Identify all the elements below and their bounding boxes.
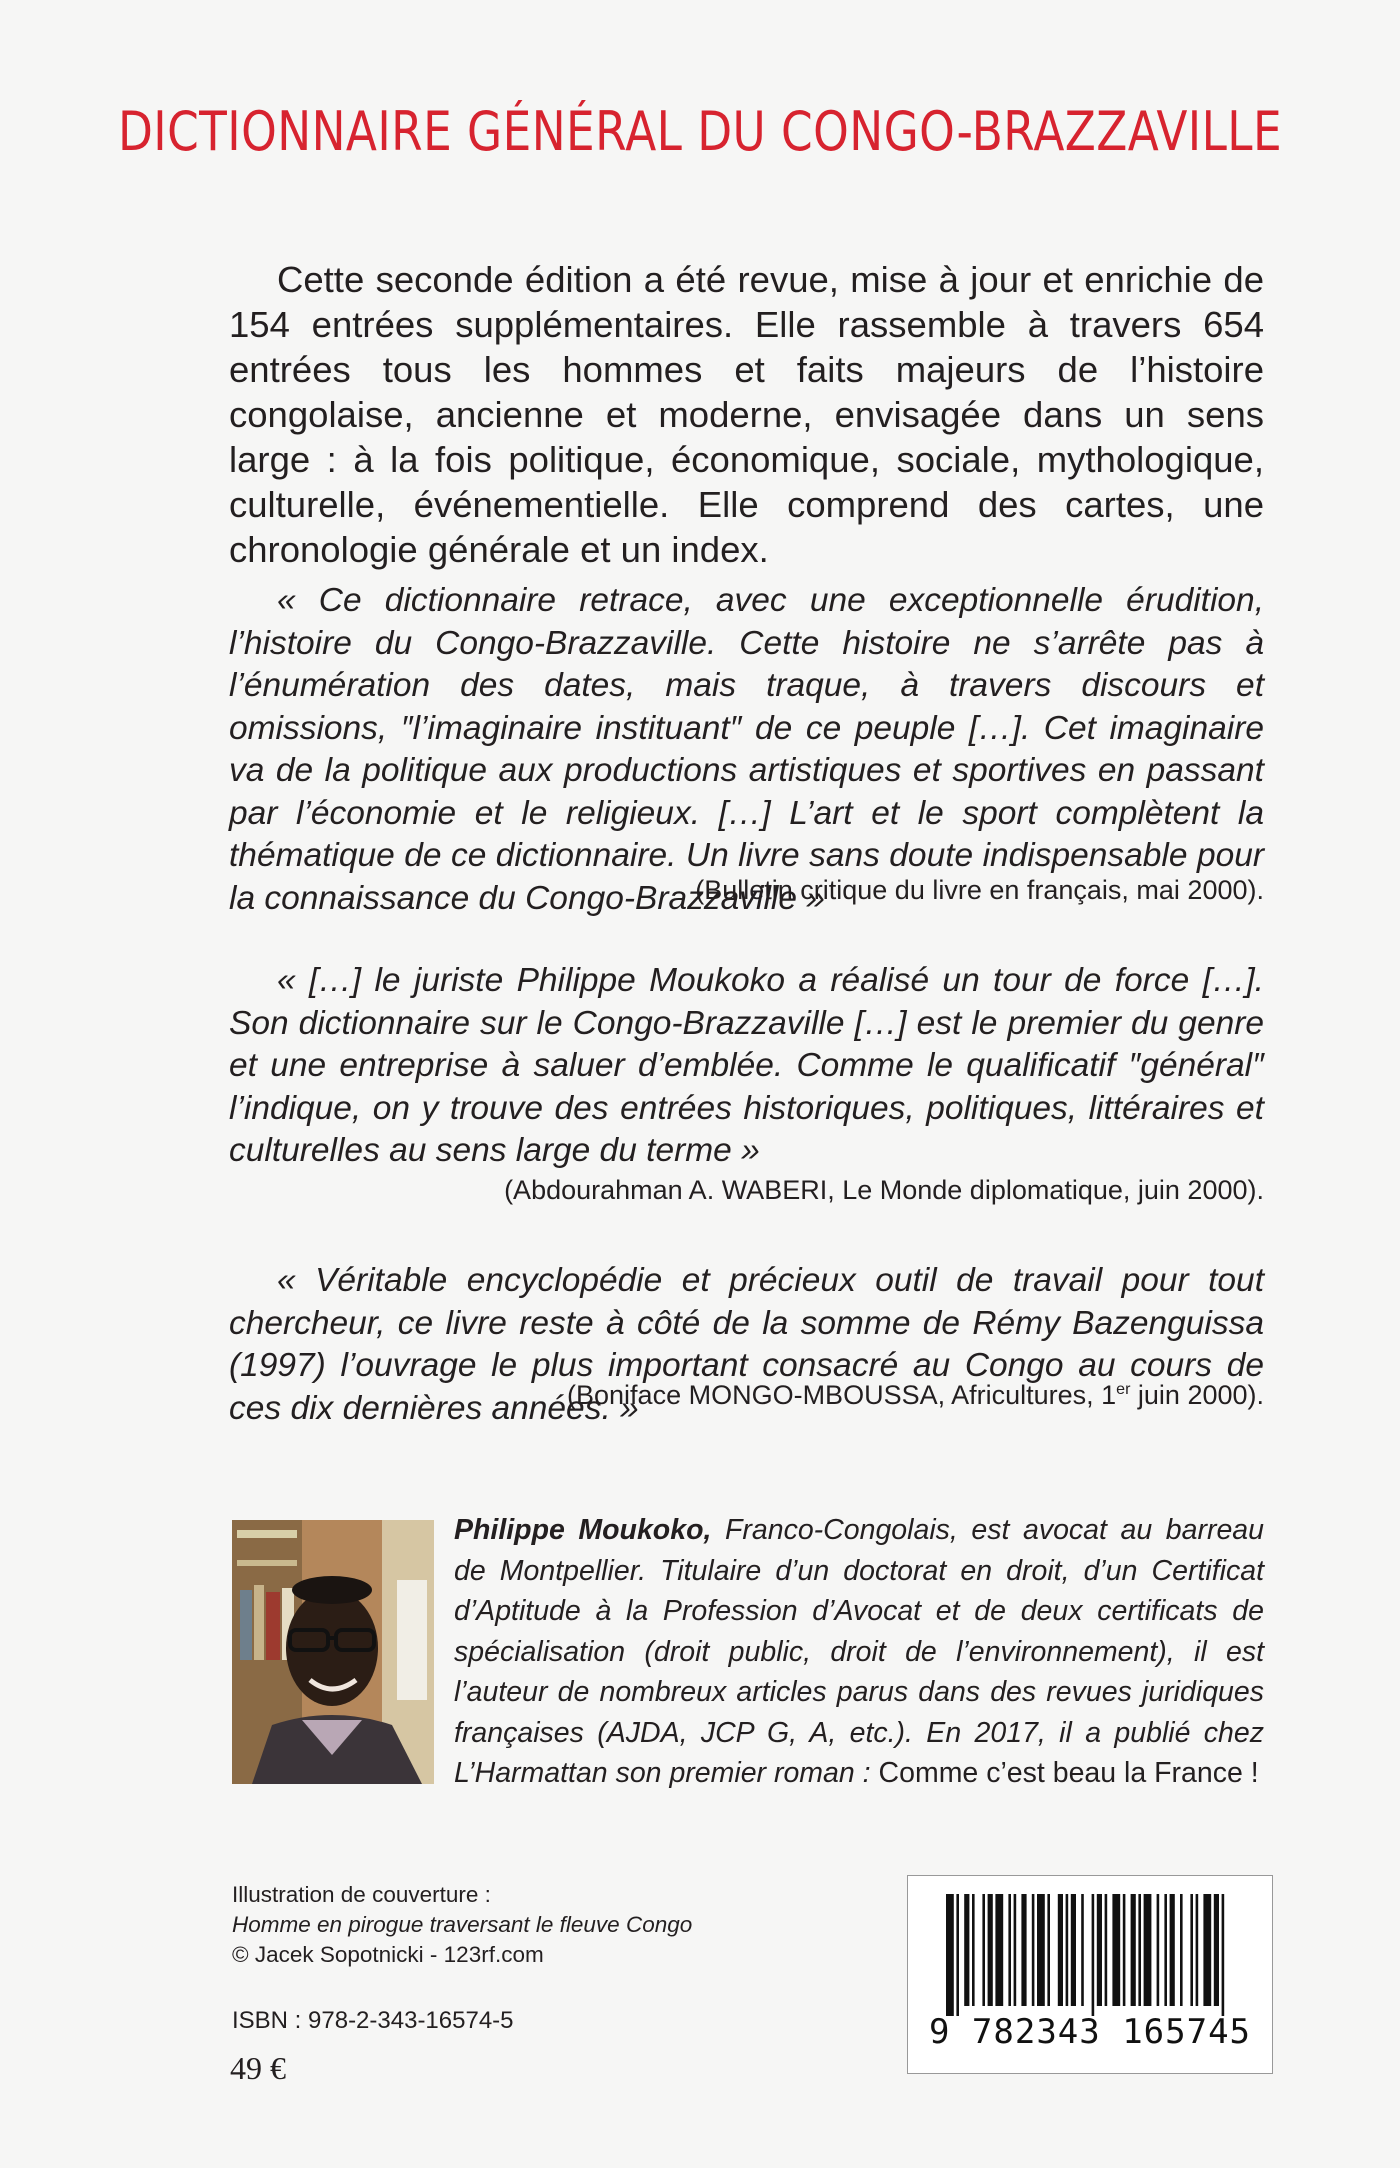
review-source-2: (Abdourahman A. WABERI, Le Monde diplomatique, juin 2000).: [504, 1175, 1264, 1205]
barcode-bar: [988, 1894, 993, 2006]
credits-copyright: © Jacek Sopotnicki - 123rf.com: [232, 1942, 544, 1967]
author-portrait-image: [232, 1520, 434, 1784]
review-source-3: [229, 1380, 1264, 1411]
credits-heading: Illustration de couverture :: [232, 1882, 491, 1907]
credits-caption: Homme en pirogue traversant le fleuve Congo: [232, 1912, 693, 1937]
author-name: Philippe Moukoko,: [454, 1514, 712, 1546]
barcode-bar: [1008, 1894, 1011, 2006]
barcode-bar: [982, 1894, 985, 2006]
review-quote-1: « Ce dictionnaire retrace, avec une exceptionnelle érudition, l’histoire du Congo-Brazzaville. Cette histoire ne s’arrête pas à l’énumération des dates, mais traque, à travers discours et omissions, ″l’imaginaire instituant″ de ce peuple […]. Cet imaginaire va de la politique aux productions artistiques et sportives en passant par l’économie et le religieux. […] L’art et le sport complètent la thématique de ce dictionnaire. Un livre sans doute indispensable pour la connaissance du Congo-Brazzaville »: [229, 582, 1264, 917]
review-source-3-main: (Boniface MONGO-MBOUSSA, Africultures, 1: [567, 1380, 1117, 1410]
barcode-bar: [1222, 1894, 1225, 2016]
review-source-3-end: juin 2000).: [1130, 1380, 1264, 1410]
review-quote-2: « […] le juriste Philippe Moukoko a réalisé un tour de force […]. Son dictionnaire sur le Congo-Brazzaville […] est le premier du genre et une entreprise à saluer d’emblée. Comme le qualificatif ″général″ l’indique, on y trouve des entrées historiques, politiques, littéraires et culturelles au sens large du terme »: [229, 962, 1264, 1169]
barcode: [907, 1875, 1273, 2074]
barcode-bar: [972, 1894, 975, 2006]
barcode-bar: [1123, 1894, 1126, 2006]
barcode-bar: [956, 1894, 959, 2016]
barcode-bar: [1214, 1894, 1219, 2006]
barcode-bar: [1037, 1894, 1045, 2006]
barcode-bar: [1112, 1894, 1120, 2006]
barcode-bar: [1170, 1894, 1175, 2006]
review-source-1: (Bulletin critique du livre en français, mai 2000).: [695, 875, 1264, 905]
isbn: ISBN : 978-2-343-16574-5: [232, 2007, 514, 2034]
author-photo: [232, 1520, 434, 1784]
barcode-bar: [1138, 1894, 1141, 2006]
author-novel-title: Comme c’est beau la France !: [878, 1757, 1259, 1789]
barcode-bar: [1144, 1894, 1152, 2006]
barcode-bars: [908, 1876, 1272, 2016]
barcode-digits: 9 782343 165745: [928, 2012, 1252, 2052]
book-title: DICTIONNAIRE GÉNÉRAL DU CONGO-BRAZZAVILLE: [117, 100, 1283, 163]
cover-credits: [232, 1880, 792, 1970]
author-bio-text: Franco-Congolais, est avocat au barreau de Montpellier. Titulaire d’un doctorat en droit, d’un Certificat d’Aptitude à la Profession d’Avocat et de deux certificats de spécialisation (droit public, droit de l’environnement), il est l’auteur de nombreux articles parus dans des revues juridiques françaises (AJDA, JCP G, A, etc.). En 2017, il a publié chez L’Harmattan son premier roman :: [454, 1514, 1264, 1789]
barcode-bar: [1190, 1894, 1193, 2006]
barcode-bar: [1014, 1894, 1017, 2006]
barcode-bar: [1058, 1894, 1063, 2006]
barcode-bar: [1081, 1894, 1084, 2006]
barcode-bar: [1071, 1894, 1076, 2006]
barcode-bar: [1196, 1894, 1199, 2006]
intro-paragraph: Cette seconde édition a été revue, mise à jour et enrichie de 154 entrées supplémentaires. Elle rassemble à travers 654 entrées tous les hommes et faits majeurs de l’histoire congolaise, ancienne et moderne, envisagée dans un sens large : à la fois politique, économique, sociale, mythologique, culturelle, événementielle. Elle comprend des cartes, une chronologie générale et un index.: [229, 259, 1264, 570]
barcode-bar: [995, 1894, 1003, 2006]
barcode-bar: [1032, 1894, 1035, 2006]
barcode-bar: [1092, 1894, 1095, 2016]
barcode-bar: [1047, 1894, 1050, 2006]
barcode-bar: [1066, 1894, 1069, 2006]
barcode-bar: [1180, 1894, 1183, 2006]
review-quote-3: « Véritable encyclopédie et précieux outil de travail pour tout chercheur, ce livre reste à côté de la somme de Rémy Bazenguissa (1997) l’ouvrage le plus important consacré au Congo au cours de ces dix dernières années. »: [229, 1262, 1264, 1427]
review-source-3-sup: er: [1116, 1381, 1131, 1398]
barcode-bar: [1157, 1894, 1160, 2006]
barcode-bar: [1203, 1894, 1211, 2006]
barcode-bar: [946, 1894, 954, 2016]
barcode-bar: [1164, 1894, 1167, 2006]
barcode-bar: [1021, 1894, 1026, 2006]
barcode-bar: [964, 1894, 969, 2006]
barcode-bar: [1131, 1894, 1136, 2006]
barcode-bar: [1105, 1894, 1108, 2006]
price: 49 €: [230, 2050, 286, 2086]
barcode-bar: [1097, 1894, 1102, 2006]
author-bio: [454, 1510, 1264, 1794]
